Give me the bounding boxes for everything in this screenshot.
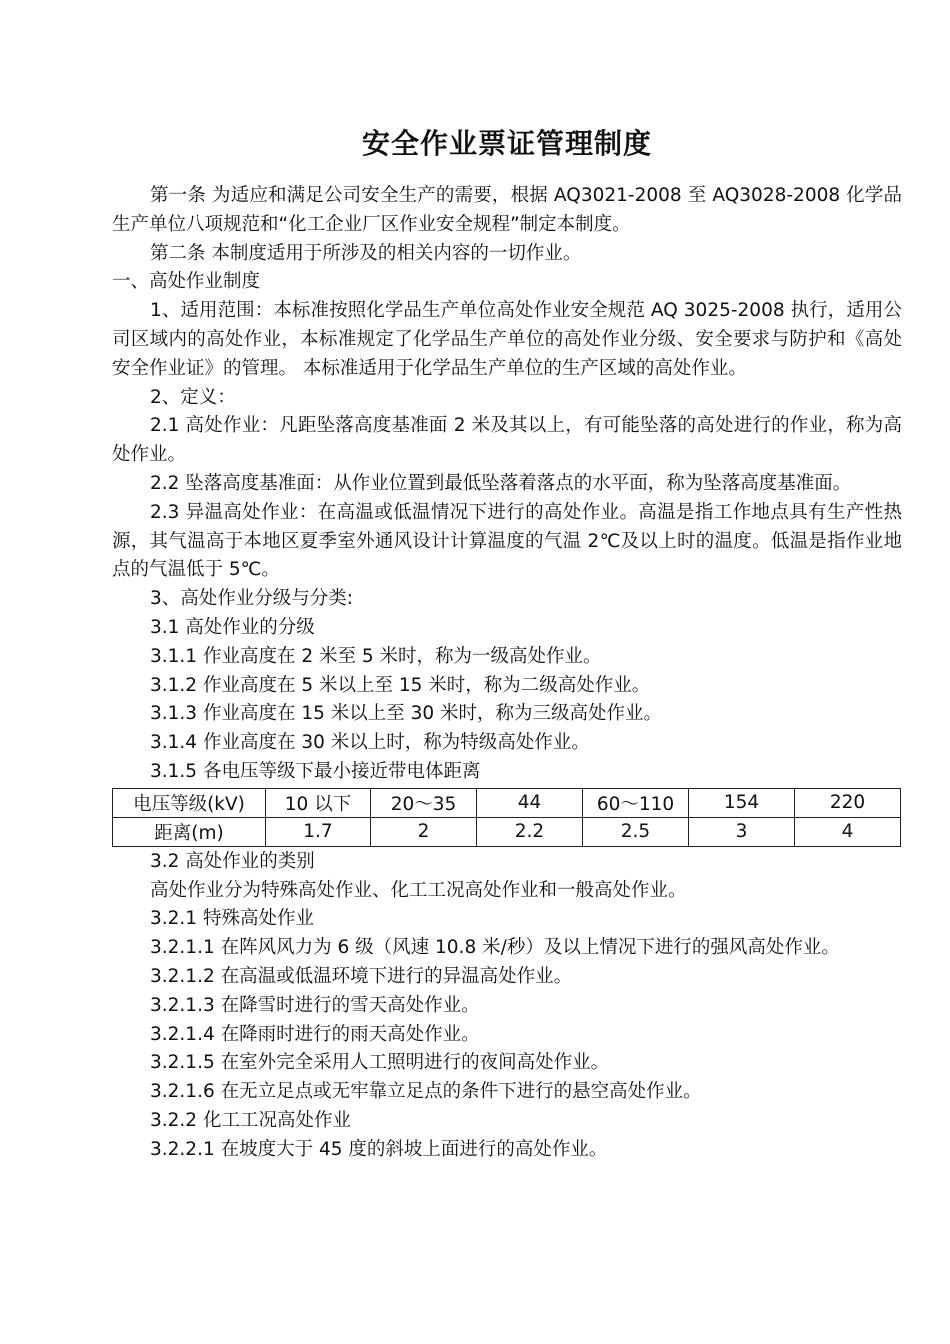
grade-3-1-4: 3.1.4 作业高度在 30 米以上时，称为特级高处作业。 (150, 732, 590, 754)
table-header-distance: 距离(m) (113, 817, 266, 846)
table-cell: 60～110 (583, 788, 689, 817)
table-cell: 44 (477, 788, 583, 817)
voltage-distance-table (112, 788, 901, 847)
table-cell: 2 (371, 817, 477, 846)
table-cell: 4 (795, 817, 901, 846)
definition-2-2: 2.2 坠落高度基准面：从作业位置到最低坠落着落点的水平面，称为坠落高度基准面。 (150, 472, 852, 494)
scope-paragraph: 1、适用范围：本标准按照化学品生产单位高处作业安全规范 AQ 3025-2008 执行，适用公司区域内的高处作业，本标准规定了化学品生产单位的高处作业分级、安全要求与防护和《高处安全作业证》的管理。 本标准适用于化学品生产单位的生产区域的高处作业。 (112, 300, 902, 379)
table-row-voltage (113, 788, 901, 817)
special-3-2-1-3: 3.2.1.3 在降雪时进行的雪天高处作业。 (150, 994, 480, 1016)
article-1: 第一条 为适应和满足公司安全生产的需要，根据 AQ3021-2008 至 AQ3028-2008 化学品生产单位八项规范和“化工企业厂区作业安全规程”制定本制度。 (112, 185, 902, 235)
definition-2-3: 2.3 异温高处作业：在高温或低温情况下进行的高处作业。高温是指工作地点具有生产性热源，其气温高于本地区夏季室外通风设计计算温度的气温 2℃及以上时的温度。低温是指作业地点的气温低于 5℃。 (112, 501, 902, 581)
definition-heading: 2、定义： (150, 386, 236, 408)
document-title: 安全作业票证管理制度 (361, 127, 652, 160)
classification-heading: 3、高处作业分级与分类: (150, 588, 354, 610)
table-cell: 1.7 (266, 817, 371, 846)
special-3-2-1-5: 3.2.1.5 在室外完全采用人工照明进行的夜间高处作业。 (150, 1052, 610, 1074)
grade-3-1-3: 3.1.3 作业高度在 15 米以上至 30 米时，称为三级高处作业。 (150, 703, 663, 725)
document-page (112, 124, 902, 1165)
category-heading: 3.2 高处作业的类别 (150, 850, 315, 872)
table-cell: 220 (795, 788, 901, 817)
chemical-work-heading: 3.2.2 化工工况高处作业 (150, 1109, 351, 1131)
special-3-2-1-6: 3.2.1.6 在无立足点或无牢靠立足点的条件下进行的悬空高处作业。 (150, 1081, 702, 1103)
category-summary: 高处作业分为特殊高处作业、化工工况高处作业和一般高处作业。 (150, 879, 687, 901)
special-3-2-1-2: 3.2.1.2 在高温或低温环境下进行的异温高处作业。 (150, 965, 573, 987)
grade-3-1-1: 3.1.1 作业高度在 2 米至 5 米时，称为一级高处作业。 (150, 645, 602, 667)
table-cell: 2.2 (477, 817, 583, 846)
table-cell: 10 以下 (266, 788, 371, 817)
definition-2-1: 2.1 高处作业：凡距坠落高度基准面 2 米及其以上，有可能坠落的高处进行的作业，称为高处作业。 (112, 415, 902, 466)
table-cell: 20～35 (371, 788, 477, 817)
grade-3-1-2: 3.1.2 作业高度在 5 米以上至 15 米时，称为二级高处作业。 (150, 674, 651, 696)
special-work-heading: 3.2.1 特殊高处作业 (150, 908, 314, 930)
table-cell: 154 (689, 788, 795, 817)
table-cell: 2.5 (583, 817, 689, 846)
grading-heading: 3.1 高处作业的分级 (150, 616, 315, 638)
article-2: 第二条 本制度适用于所涉及的相关内容的一切作业。 (150, 242, 582, 264)
special-3-2-1-1: 3.2.1.1 在阵风风力为 6 级（风速 10.8 米/秒）及以上情况下进行的强风高处作业。 (150, 937, 840, 959)
table-cell: 3 (689, 817, 795, 846)
table-caption: 3.1.5 各电压等级下最小接近带电体距离 (150, 760, 481, 782)
special-3-2-1-4: 3.2.1.4 在降雨时进行的雨天高处作业。 (150, 1023, 480, 1045)
section-heading-high-work: 一、高处作业制度 (112, 271, 261, 293)
table-row-distance (113, 817, 901, 846)
chemical-3-2-2-1: 3.2.2.1 在坡度大于 45 度的斜坡上面进行的高处作业。 (150, 1138, 608, 1160)
table-header-voltage: 电压等级(kV) (113, 788, 266, 817)
